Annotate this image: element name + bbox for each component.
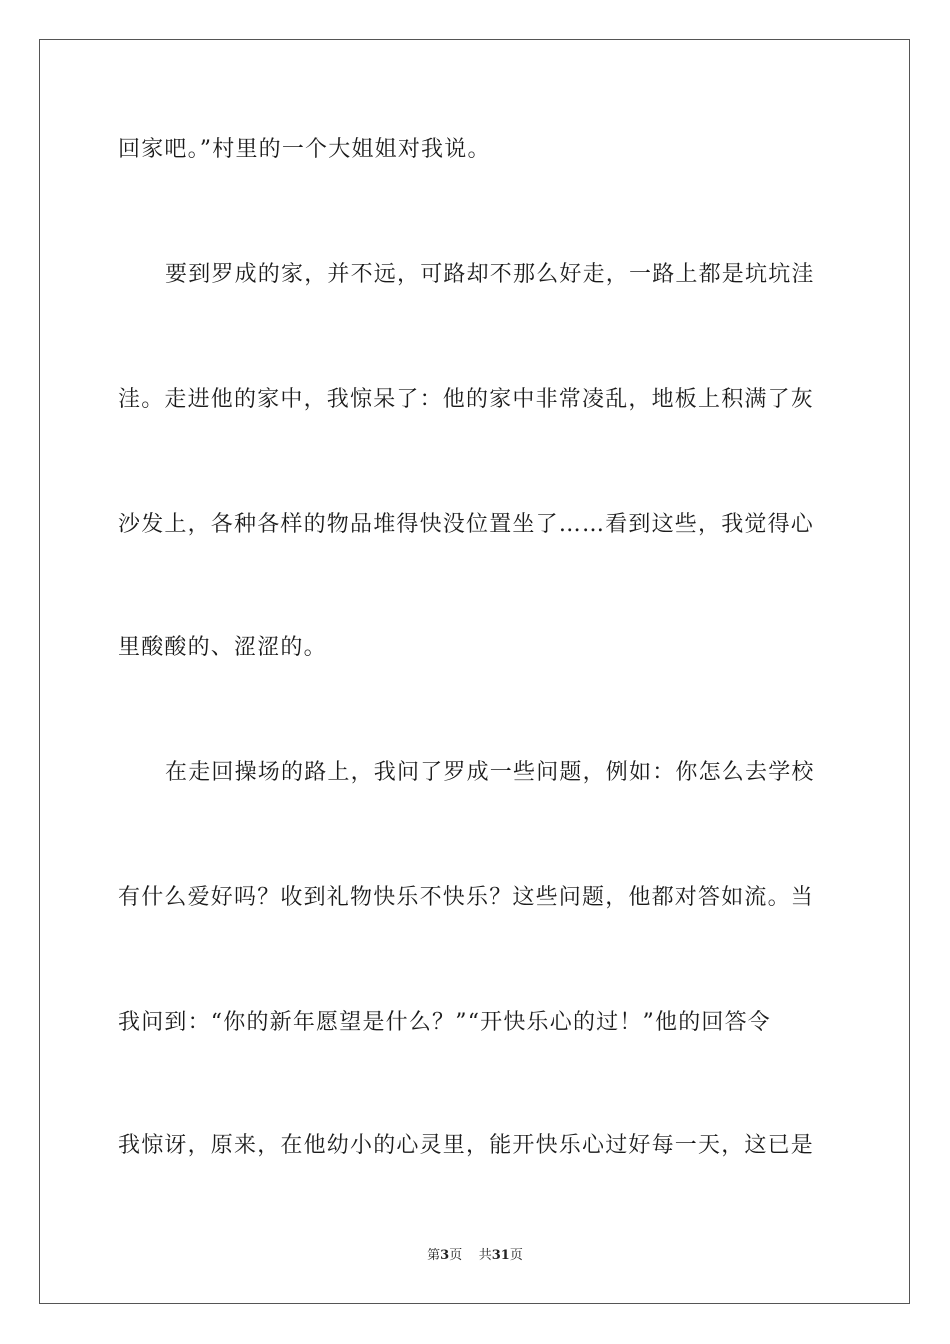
body-text-line-5: 里酸酸的、涩涩的。 (118, 635, 327, 660)
body-text-line-6: 在走回操场的路上，我问了罗成一些问题，例如：你怎么去学校 (165, 760, 815, 785)
body-text-line-8: 我问到：“你的新年愿望是什么？”“开快乐心的过！”他的回答令 (118, 1010, 771, 1035)
page-footer (0, 1247, 950, 1265)
body-text-line-1: 回家吧。”村里的一个大姐姐对我说。 (118, 137, 491, 162)
body-text-line-7: 有什么爱好吗？收到礼物快乐不快乐？这些问题，他都对答如流。当 (118, 885, 815, 910)
page-number-label: 第3页 (427, 1248, 463, 1263)
body-text-line-4: 沙发上，各种各样的物品堆得快没位置坐了……看到这些，我觉得心 (118, 512, 815, 537)
body-text-line-2: 要到罗成的家，并不远，可路却不那么好走，一路上都是坑坑洼 (165, 262, 815, 287)
total-pages-label: 共31页 (478, 1248, 523, 1263)
body-text-line-9: 我惊讶，原来，在他幼小的心灵里，能开快乐心过好每一天，这已是 (118, 1133, 815, 1158)
body-text-line-3: 洼。走进他的家中，我惊呆了：他的家中非常凌乱，地板上积满了灰 (118, 387, 815, 412)
page-border (39, 39, 910, 1304)
